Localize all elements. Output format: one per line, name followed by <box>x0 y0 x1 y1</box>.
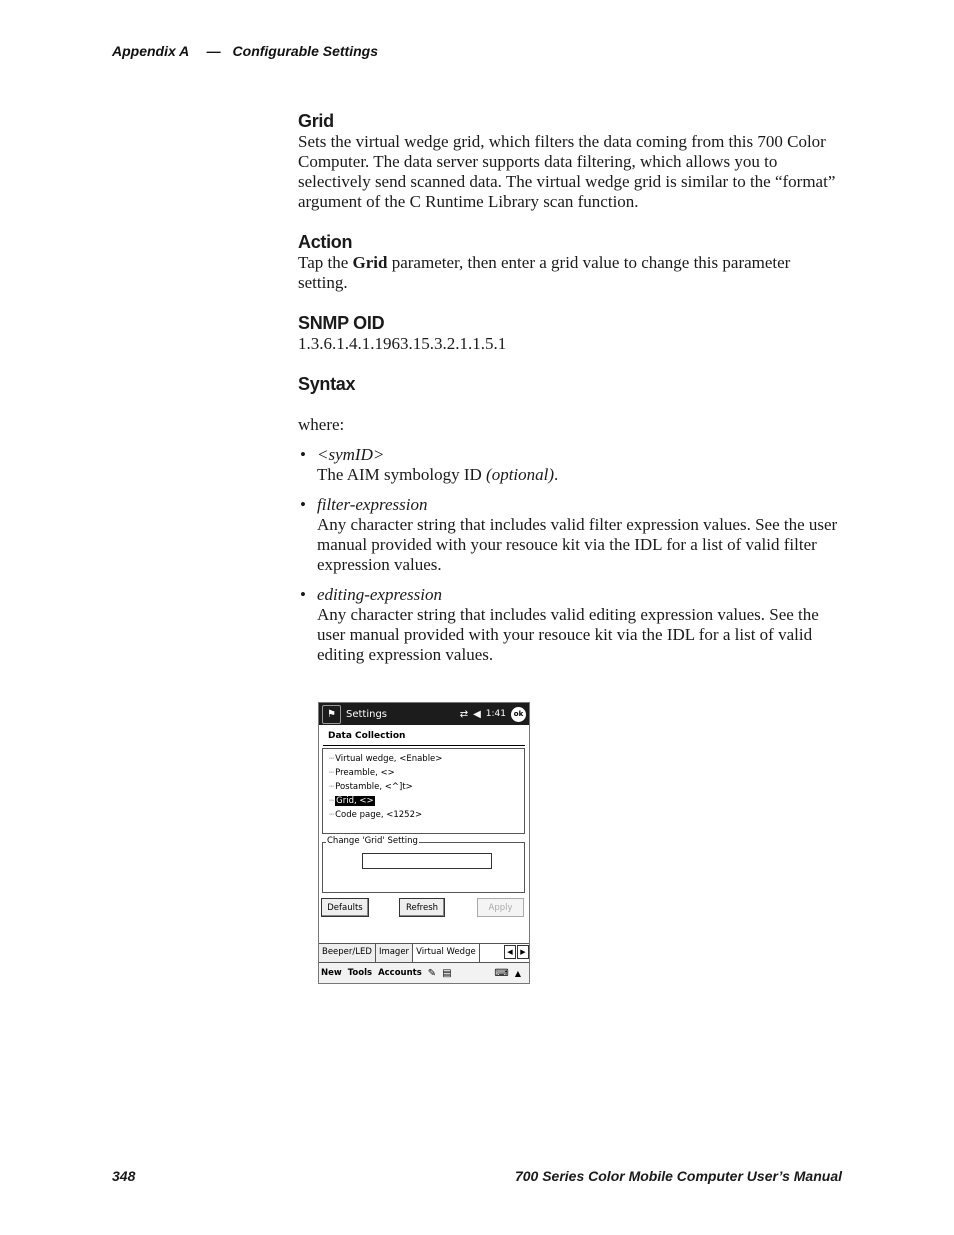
tree-item-preamble[interactable]: ┄Preamble, <> <box>329 768 395 778</box>
tree-item-virtual-wedge[interactable]: ┄Virtual wedge, <Enable> <box>329 754 443 764</box>
bullet-icon: • <box>300 495 306 514</box>
app-title: Settings <box>346 708 388 720</box>
running-header <box>112 43 378 59</box>
bullet-icon: • <box>300 585 306 604</box>
tab-scroll <box>503 944 529 962</box>
arrow-left-icon[interactable]: ◀ <box>504 945 516 959</box>
defaults-button[interactable]: Defaults <box>321 898 369 917</box>
notes-icon[interactable]: ✎ <box>427 967 437 979</box>
grid-description: Sets the virtual wedge grid, which filters the data coming from this 700 Color Computer. The data server supports data filtering, which allows you to selectively send scanned data. The virtual wedge grid is similar to the “format” argument of the C Runtime Library scan function. <box>298 132 836 211</box>
section-title: Data Collection <box>323 725 525 746</box>
bullet-icon: • <box>300 445 306 464</box>
group-label: Change 'Grid' Setting <box>327 836 418 846</box>
bullet-desc-italic: (optional) <box>486 465 555 484</box>
tree-item-code-page[interactable]: ┄Code page, <1252> <box>329 810 423 820</box>
grid-value-input[interactable] <box>362 853 492 869</box>
bullet-term: <symID> <box>317 445 385 464</box>
tree-item-postamble[interactable]: ┄Postamble, <^]t> <box>329 782 413 792</box>
tab-imager[interactable]: Imager <box>376 944 413 962</box>
main-content <box>298 110 843 675</box>
tab-bar <box>319 943 529 962</box>
snmp-heading: SNMP OID <box>298 313 385 333</box>
volume-icon[interactable]: ◀ <box>473 708 481 720</box>
action-text-bold: Grid <box>352 253 388 272</box>
connectivity-icon[interactable]: ⇄ <box>459 708 469 720</box>
bullet-term: editing-expression <box>317 585 442 604</box>
page-number: 348 <box>112 1168 136 1184</box>
syntax-where: where: <box>298 415 345 434</box>
change-setting-group <box>322 836 525 893</box>
action-text-pre: Tap the <box>298 253 353 272</box>
tab-beeper-led[interactable]: Beeper/LED <box>319 944 376 962</box>
header-separator: — <box>206 43 221 59</box>
bullet-term: filter-expression <box>317 495 428 514</box>
syntax-heading: Syntax <box>298 374 356 394</box>
appendix-label: Appendix A <box>112 43 189 59</box>
action-description <box>298 253 843 293</box>
list-item <box>298 585 843 665</box>
menu-bar <box>319 962 529 983</box>
grid-heading: Grid <box>298 111 334 131</box>
bullet-desc: Any character string that includes valid filter expression values. See the user manual provided with your resouce kit via the IDL for a list of valid filter expression values. <box>317 515 838 574</box>
manual-title: 700 Series Color Mobile Computer User’s Manual <box>514 1168 842 1184</box>
reader-icon[interactable]: ▤ <box>442 967 452 979</box>
menu-accounts[interactable]: Accounts <box>378 968 422 978</box>
snmp-oid-value: 1.3.6.1.4.1.1963.15.3.2.1.1.5.1 <box>298 334 507 353</box>
settings-tree[interactable] <box>322 748 525 834</box>
windows-flag-icon[interactable]: ⚑ <box>322 705 341 724</box>
list-item <box>298 495 843 575</box>
ok-button[interactable]: ok <box>511 707 526 722</box>
menu-new[interactable]: New <box>321 968 342 978</box>
bullet-desc: Any character string that includes valid editing expression values. See the user manual provided with your resouce kit via the IDL for a list of valid editing expression values. <box>317 605 819 664</box>
tab-virtual-wedge[interactable]: Virtual Wedge <box>413 944 480 962</box>
menu-tools[interactable]: Tools <box>347 968 373 978</box>
chevron-up-icon[interactable]: ▲ <box>514 968 521 978</box>
bullet-desc-post: . <box>554 465 559 484</box>
clock[interactable]: 1:41 <box>485 709 506 719</box>
action-heading: Action <box>298 232 353 252</box>
bullet-desc-pre: The AIM symbology ID <box>317 465 487 484</box>
arrow-right-icon[interactable]: ▶ <box>517 945 529 959</box>
tree-item-grid[interactable]: ┄ Grid, <> <box>329 796 374 806</box>
list-item <box>298 445 843 485</box>
syntax-bullet-list <box>298 445 843 665</box>
apply-button[interactable]: Apply <box>477 898 524 917</box>
action-text-post: parameter, then enter a grid value to change this parameter setting. <box>298 253 791 292</box>
keyboard-icon[interactable]: ⌨ <box>494 967 509 979</box>
refresh-button[interactable]: Refresh <box>399 898 445 917</box>
title-bar <box>319 703 529 725</box>
device-screenshot <box>318 702 530 984</box>
chapter-title: Configurable Settings <box>232 43 378 59</box>
